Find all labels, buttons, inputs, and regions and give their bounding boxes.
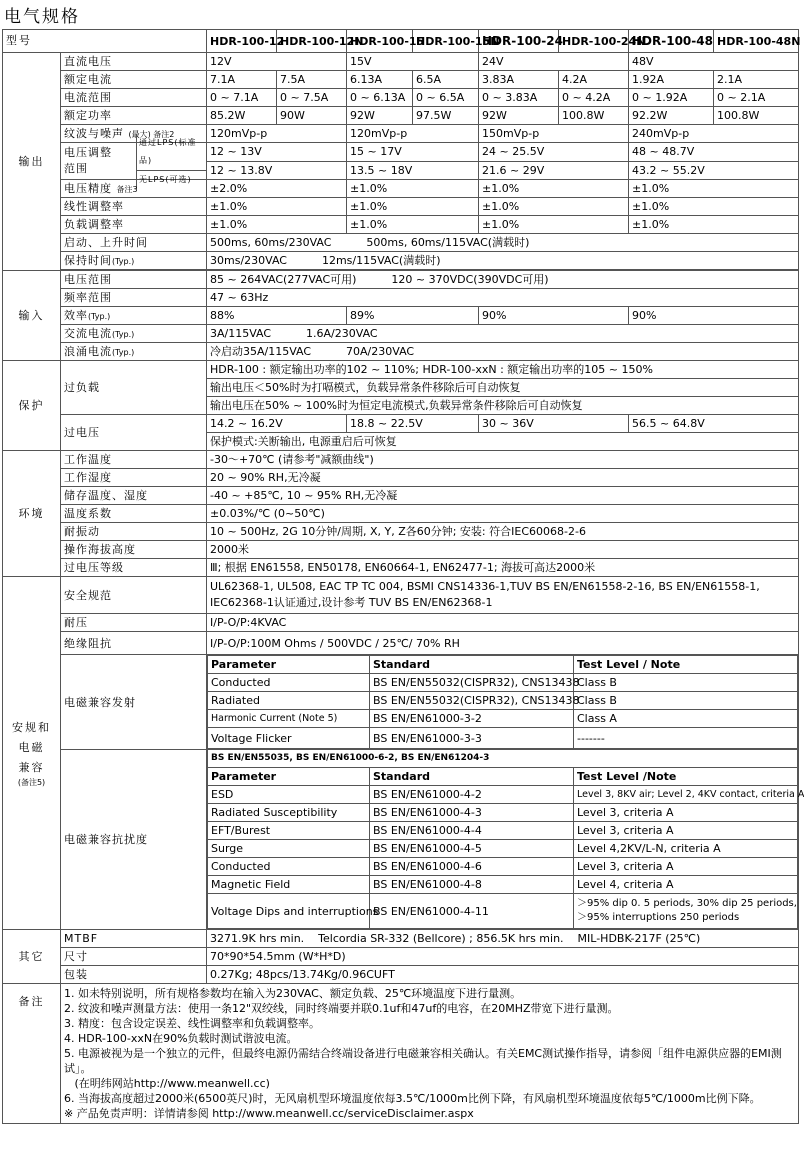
note-line: 6. 当海拔高度超过2000米(6500英尺)时，无风扇机型环境温度依每3.5℃/1000m比例下降，有风扇机型环境温度依每5℃/1000m比例下降。 xyxy=(64,1092,761,1105)
value-cell: 12 ~ 13.8V xyxy=(207,161,347,180)
row-label: 频率范围 xyxy=(61,289,207,307)
row-label: 包装 xyxy=(61,966,207,984)
note-line: (在明纬网站http://www.meanwell.cc) xyxy=(64,1077,270,1090)
value-cell: 0 ~ 2.1A xyxy=(714,89,799,107)
emc-emission-table xyxy=(207,655,799,750)
category-notes: 备注 xyxy=(3,984,61,1124)
row-label: 储存温度、湿度 xyxy=(61,487,207,505)
value-cell: 4.2A xyxy=(559,71,629,89)
category-protection: 保护 xyxy=(3,361,61,451)
row-label: 耐振动 xyxy=(61,523,207,541)
table-row: Surge BS EN/EN61000-4-5 Level 4,2KV/L-N, criteria A xyxy=(208,840,798,858)
row-label: 纹波与噪声 (最大) 备注2 xyxy=(61,125,207,143)
value-cell: 90W xyxy=(277,107,347,125)
row-label: MTBF xyxy=(61,930,207,948)
value-cell: ±1.0% xyxy=(479,198,629,216)
value-cell: 6.5A xyxy=(413,71,479,89)
value-cell: ±1.0% xyxy=(629,216,799,234)
value-cell: 0 ~ 3.83A xyxy=(479,89,559,107)
value-cell: Ⅲ; 根据 EN61558, EN50178, EN60664-1, EN62477-1; 海拔可高达2000米 xyxy=(207,559,799,577)
row-label: 电压范围 xyxy=(61,271,207,289)
model-name: HDR-100-48N xyxy=(714,30,799,53)
row-label: 交流电流(Typ.) xyxy=(61,325,207,343)
table-row: EFT/Burest BS EN/EN61000-4-4 Level 3, criteria A xyxy=(208,822,798,840)
table-header: Parameter xyxy=(208,656,370,674)
note-line: 1. 如未特别说明，所有规格参数均在输入为230VAC、额定负载、25℃环境温度下进行量测。 xyxy=(64,987,522,1000)
row-label: 额定功率 xyxy=(61,107,207,125)
value-cell: 0 ~ 1.92A xyxy=(629,89,714,107)
value-cell: 85.2W xyxy=(207,107,277,125)
table-row: Magnetic Field BS EN/EN61000-4-8 Level 4, criteria A xyxy=(208,876,798,894)
value-cell: 12V xyxy=(207,53,347,71)
page-title: 电气规格 xyxy=(4,7,80,27)
value-cell: ±1.0% xyxy=(207,216,347,234)
value-cell: 89% xyxy=(347,307,479,325)
value-cell: ±1.0% xyxy=(207,198,347,216)
value-cell: 3A/115VAC 1.6A/230VAC xyxy=(207,325,799,343)
model-name: HDR-100-12N xyxy=(277,30,347,53)
value-cell: 3271.9K hrs min. Telcordia SR-332 (Bellcore) ; 856.5K hrs min. MIL-HDBK-217F (25℃) xyxy=(207,930,799,948)
value-cell: 保护模式:关断输出, 电源重启后可恢复 xyxy=(207,433,799,451)
value-cell: 24V xyxy=(479,53,629,71)
note-line: 5. 电源被视为是一个独立的元件，但最终电源仍需结合终端设备进行电磁兼容相关确认。有关EMC测试操作指导，请参阅「组件电源供应器的EMI测试」。 xyxy=(64,1047,782,1075)
value-cell: ±1.0% xyxy=(347,180,479,198)
model-name: HDR-100-15 xyxy=(347,30,413,53)
row-label: 尺寸 xyxy=(61,948,207,966)
spec-table xyxy=(2,29,804,1124)
row-label: 耐压 xyxy=(61,614,207,632)
table-header: Parameter xyxy=(208,768,370,786)
value-cell: 30 ~ 36V xyxy=(479,415,629,433)
value-cell: 15 ~ 17V xyxy=(347,143,479,162)
value-cell: 120mVp-p xyxy=(207,125,347,143)
category-safety-emc: 安规和 电磁 兼容 (备注5) xyxy=(3,577,61,930)
value-cell: 70*90*54.5mm (W*H*D) xyxy=(207,948,799,966)
value-cell: 120mVp-p xyxy=(347,125,479,143)
category-output: 输出 xyxy=(3,53,61,271)
table-row: Voltage Dips and interruptions BS EN/EN61000-4-11 ＞95% dip 0. 5 periods, 30% dip 25 periods, ＞95% interruptions 250 periods xyxy=(208,894,798,929)
row-label: 效率(Typ.) xyxy=(61,307,207,325)
value-cell: -40 ~ +85℃, 10 ~ 95% RH,无冷凝 xyxy=(207,487,799,505)
row-label: 电磁兼容发射 xyxy=(61,655,207,750)
value-cell: 0.27Kg; 48pcs/13.74Kg/0.96CUFT xyxy=(207,966,799,984)
row-label: 温度系数 xyxy=(61,505,207,523)
row-label: 工作湿度 xyxy=(61,469,207,487)
table-row: Harmonic Current (Note 5) BS EN/EN61000-3-2 Class A xyxy=(208,710,798,728)
table-header: Standard xyxy=(370,656,574,674)
row-label: 过电压等级 xyxy=(61,559,207,577)
value-cell: 85 ~ 264VAC(277VAC可用) 120 ~ 370VDC(390VDC可用) xyxy=(207,271,799,289)
value-cell: 18.8 ~ 22.5V xyxy=(347,415,479,433)
table-row: Conducted BS EN/EN55032(CISPR32), CNS13438 Class B xyxy=(208,674,798,692)
value-cell: 输出电压在50% ~ 100%时为恒定电流模式,负载异常条件移除后可自动恢复 xyxy=(207,397,799,415)
value-cell: ±0.03%/℃ (0~50℃) xyxy=(207,505,799,523)
row-label: 绝缘阻抗 xyxy=(61,632,207,655)
value-cell: 6.13A xyxy=(347,71,413,89)
value-cell: 14.2 ~ 16.2V xyxy=(207,415,347,433)
note-line: 2. 纹波和噪声测量方法：使用一条12"双绞线，同时终端要并联0.1uf和47uf的电容，在20MHZ带宽下进行量测。 xyxy=(64,1002,619,1015)
value-cell: 输出电压＜50%时为打嗝模式，负载异常条件移除后可自动恢复 xyxy=(207,379,799,397)
model-name: HDR-100-12 xyxy=(207,30,277,53)
value-cell: 48V xyxy=(629,53,799,71)
value-cell: ±1.0% xyxy=(347,216,479,234)
row-label: 额定电流 xyxy=(61,71,207,89)
value-cell: 1.92A xyxy=(629,71,714,89)
model-name: HDR-100-48 xyxy=(629,30,714,53)
value-cell: 15V xyxy=(347,53,479,71)
model-name: HDR-100-24 xyxy=(479,30,559,53)
model-header-row xyxy=(3,30,799,53)
value-cell: I/P-O/P:4KVAC xyxy=(207,614,799,632)
value-cell: ±1.0% xyxy=(629,198,799,216)
value-cell: 100.8W xyxy=(559,107,629,125)
value-cell: I/P-O/P:100M Ohms / 500VDC / 25℃/ 70% RH xyxy=(207,632,799,655)
row-label: 电压精度 备注3 xyxy=(61,180,207,198)
value-cell: 0 ~ 6.5A xyxy=(413,89,479,107)
immunity-standards: BS EN/EN55035, BS EN/EN61000-6-2, BS EN/EN61204-3 xyxy=(208,750,798,768)
table-header: Standard xyxy=(370,768,574,786)
value-cell: 13.5 ~ 18V xyxy=(347,161,479,180)
value-cell: ±2.0% xyxy=(207,180,347,198)
table-row: ESD BS EN/EN61000-4-2 Level 3, 8KV air; Level 2, 4KV contact, criteria A xyxy=(208,786,798,804)
category-others: 其它 xyxy=(3,930,61,984)
value-cell: -30～+70℃ (请参考"减额曲线") xyxy=(207,451,799,469)
row-label: 线性调整率 xyxy=(61,198,207,216)
value-cell: 30ms/230VAC 12ms/115VAC(满载时) xyxy=(207,252,799,270)
model-name: HDR-100-24N xyxy=(559,30,629,53)
value-cell: 20 ~ 90% RH,无冷凝 xyxy=(207,469,799,487)
value-cell: 43.2 ~ 55.2V xyxy=(629,161,799,180)
row-label: 负载调整率 xyxy=(61,216,207,234)
value-cell: 0 ~ 6.13A xyxy=(347,89,413,107)
row-label: 浪涌电流(Typ.) xyxy=(61,343,207,361)
value-cell: ±1.0% xyxy=(479,180,629,198)
value-cell: 0 ~ 4.2A xyxy=(559,89,629,107)
value-cell: HDR-100 : 额定输出功率的102 ~ 110%; HDR-100-xxN : 额定输出功率的105 ~ 150% xyxy=(207,361,799,379)
value-cell: 3.83A xyxy=(479,71,559,89)
value-cell: 24 ~ 25.5V xyxy=(479,143,629,162)
value-cell: 21.6 ~ 29V xyxy=(479,161,629,180)
value-cell: 0 ~ 7.1A xyxy=(207,89,277,107)
row-label: 保持时间(Typ.) xyxy=(61,252,207,270)
value-cell: 100.8W xyxy=(714,107,799,125)
value-cell: 500ms, 60ms/230VAC 500ms, 60ms/115VAC(满载时) xyxy=(207,234,799,252)
category-input: 输入 xyxy=(3,271,61,361)
table-row: Radiated Susceptibility BS EN/EN61000-4-3 Level 3, criteria A xyxy=(208,804,798,822)
value-cell: 47 ~ 63Hz xyxy=(207,289,799,307)
note-line: ※ 产品免责声明：详情请参阅 http://www.meanwell.cc/serviceDisclaimer.aspx xyxy=(64,1107,474,1120)
row-label: 电流范围 xyxy=(61,89,207,107)
value-cell: 0 ~ 7.5A xyxy=(277,89,347,107)
value-cell: 12 ~ 13V xyxy=(207,143,347,162)
value-cell: ±1.0% xyxy=(629,180,799,198)
category-environment: 环境 xyxy=(3,451,61,577)
value-cell: UL62368-1, UL508, EAC TP TC 004, BSMI CNS14336-1,TUV BS EN/EN61558-2-16, BS EN/EN61558-1, IEC62368-1认证通过,设计参考 TUV BS EN/EN62368-1 xyxy=(207,577,799,614)
note-line: 4. HDR-100-xxN在90%负载时测试谐波电流。 xyxy=(64,1032,298,1045)
value-cell: 冷启动35A/115VAC 70A/230VAC xyxy=(207,343,799,361)
notes-block xyxy=(61,984,799,1124)
table-row: Voltage Flicker BS EN/EN61000-3-3 ------- xyxy=(208,728,798,749)
table-header: Test Level /Note xyxy=(574,768,798,786)
value-cell: 92W xyxy=(479,107,559,125)
row-label: 启动、上升时间 xyxy=(61,234,207,252)
row-label-vadj: 电压调整 范围 通过LPS(标准品) 无LPS(可选) xyxy=(61,143,207,180)
table-row: Radiated BS EN/EN55032(CISPR32), CNS13438 Class B xyxy=(208,692,798,710)
value-cell: ±1.0% xyxy=(347,198,479,216)
value-cell: 7.1A xyxy=(207,71,277,89)
value-cell: 88% xyxy=(207,307,347,325)
row-label: 过负载 xyxy=(61,361,207,415)
table-header: Test Level / Note xyxy=(574,656,798,674)
row-label: 操作海拔高度 xyxy=(61,541,207,559)
row-label: 工作温度 xyxy=(61,451,207,469)
value-cell: 7.5A xyxy=(277,71,347,89)
value-cell: 92W xyxy=(347,107,413,125)
model-name: HDR-100-15N xyxy=(413,30,479,53)
row-label: 安全规范 xyxy=(61,577,207,614)
value-cell: 56.5 ~ 64.8V xyxy=(629,415,799,433)
value-cell: 2.1A xyxy=(714,71,799,89)
row-label: 直流电压 xyxy=(61,53,207,71)
value-cell: 10 ~ 500Hz, 2G 10分钟/周期, X, Y, Z各60分钟; 安装: 符合IEC60068-2-6 xyxy=(207,523,799,541)
table-row: Conducted BS EN/EN61000-4-6 Level 3, criteria A xyxy=(208,858,798,876)
emc-immunity-table xyxy=(207,750,804,930)
row-label: 过电压 xyxy=(61,415,207,451)
value-cell: ±1.0% xyxy=(479,216,629,234)
value-cell: 90% xyxy=(629,307,799,325)
value-cell: 92.2W xyxy=(629,107,714,125)
value-cell: 150mVp-p xyxy=(479,125,629,143)
value-cell: 2000米 xyxy=(207,541,799,559)
row-label: 电磁兼容抗扰度 xyxy=(61,750,207,930)
value-cell: 240mVp-p xyxy=(629,125,799,143)
value-cell: 48 ~ 48.7V xyxy=(629,143,799,162)
value-cell: 97.5W xyxy=(413,107,479,125)
note-line: 3. 精度：包含设定误差、线性调整率和负载调整率。 xyxy=(64,1017,320,1030)
model-label: 型号 xyxy=(3,30,207,53)
value-cell: 90% xyxy=(479,307,629,325)
